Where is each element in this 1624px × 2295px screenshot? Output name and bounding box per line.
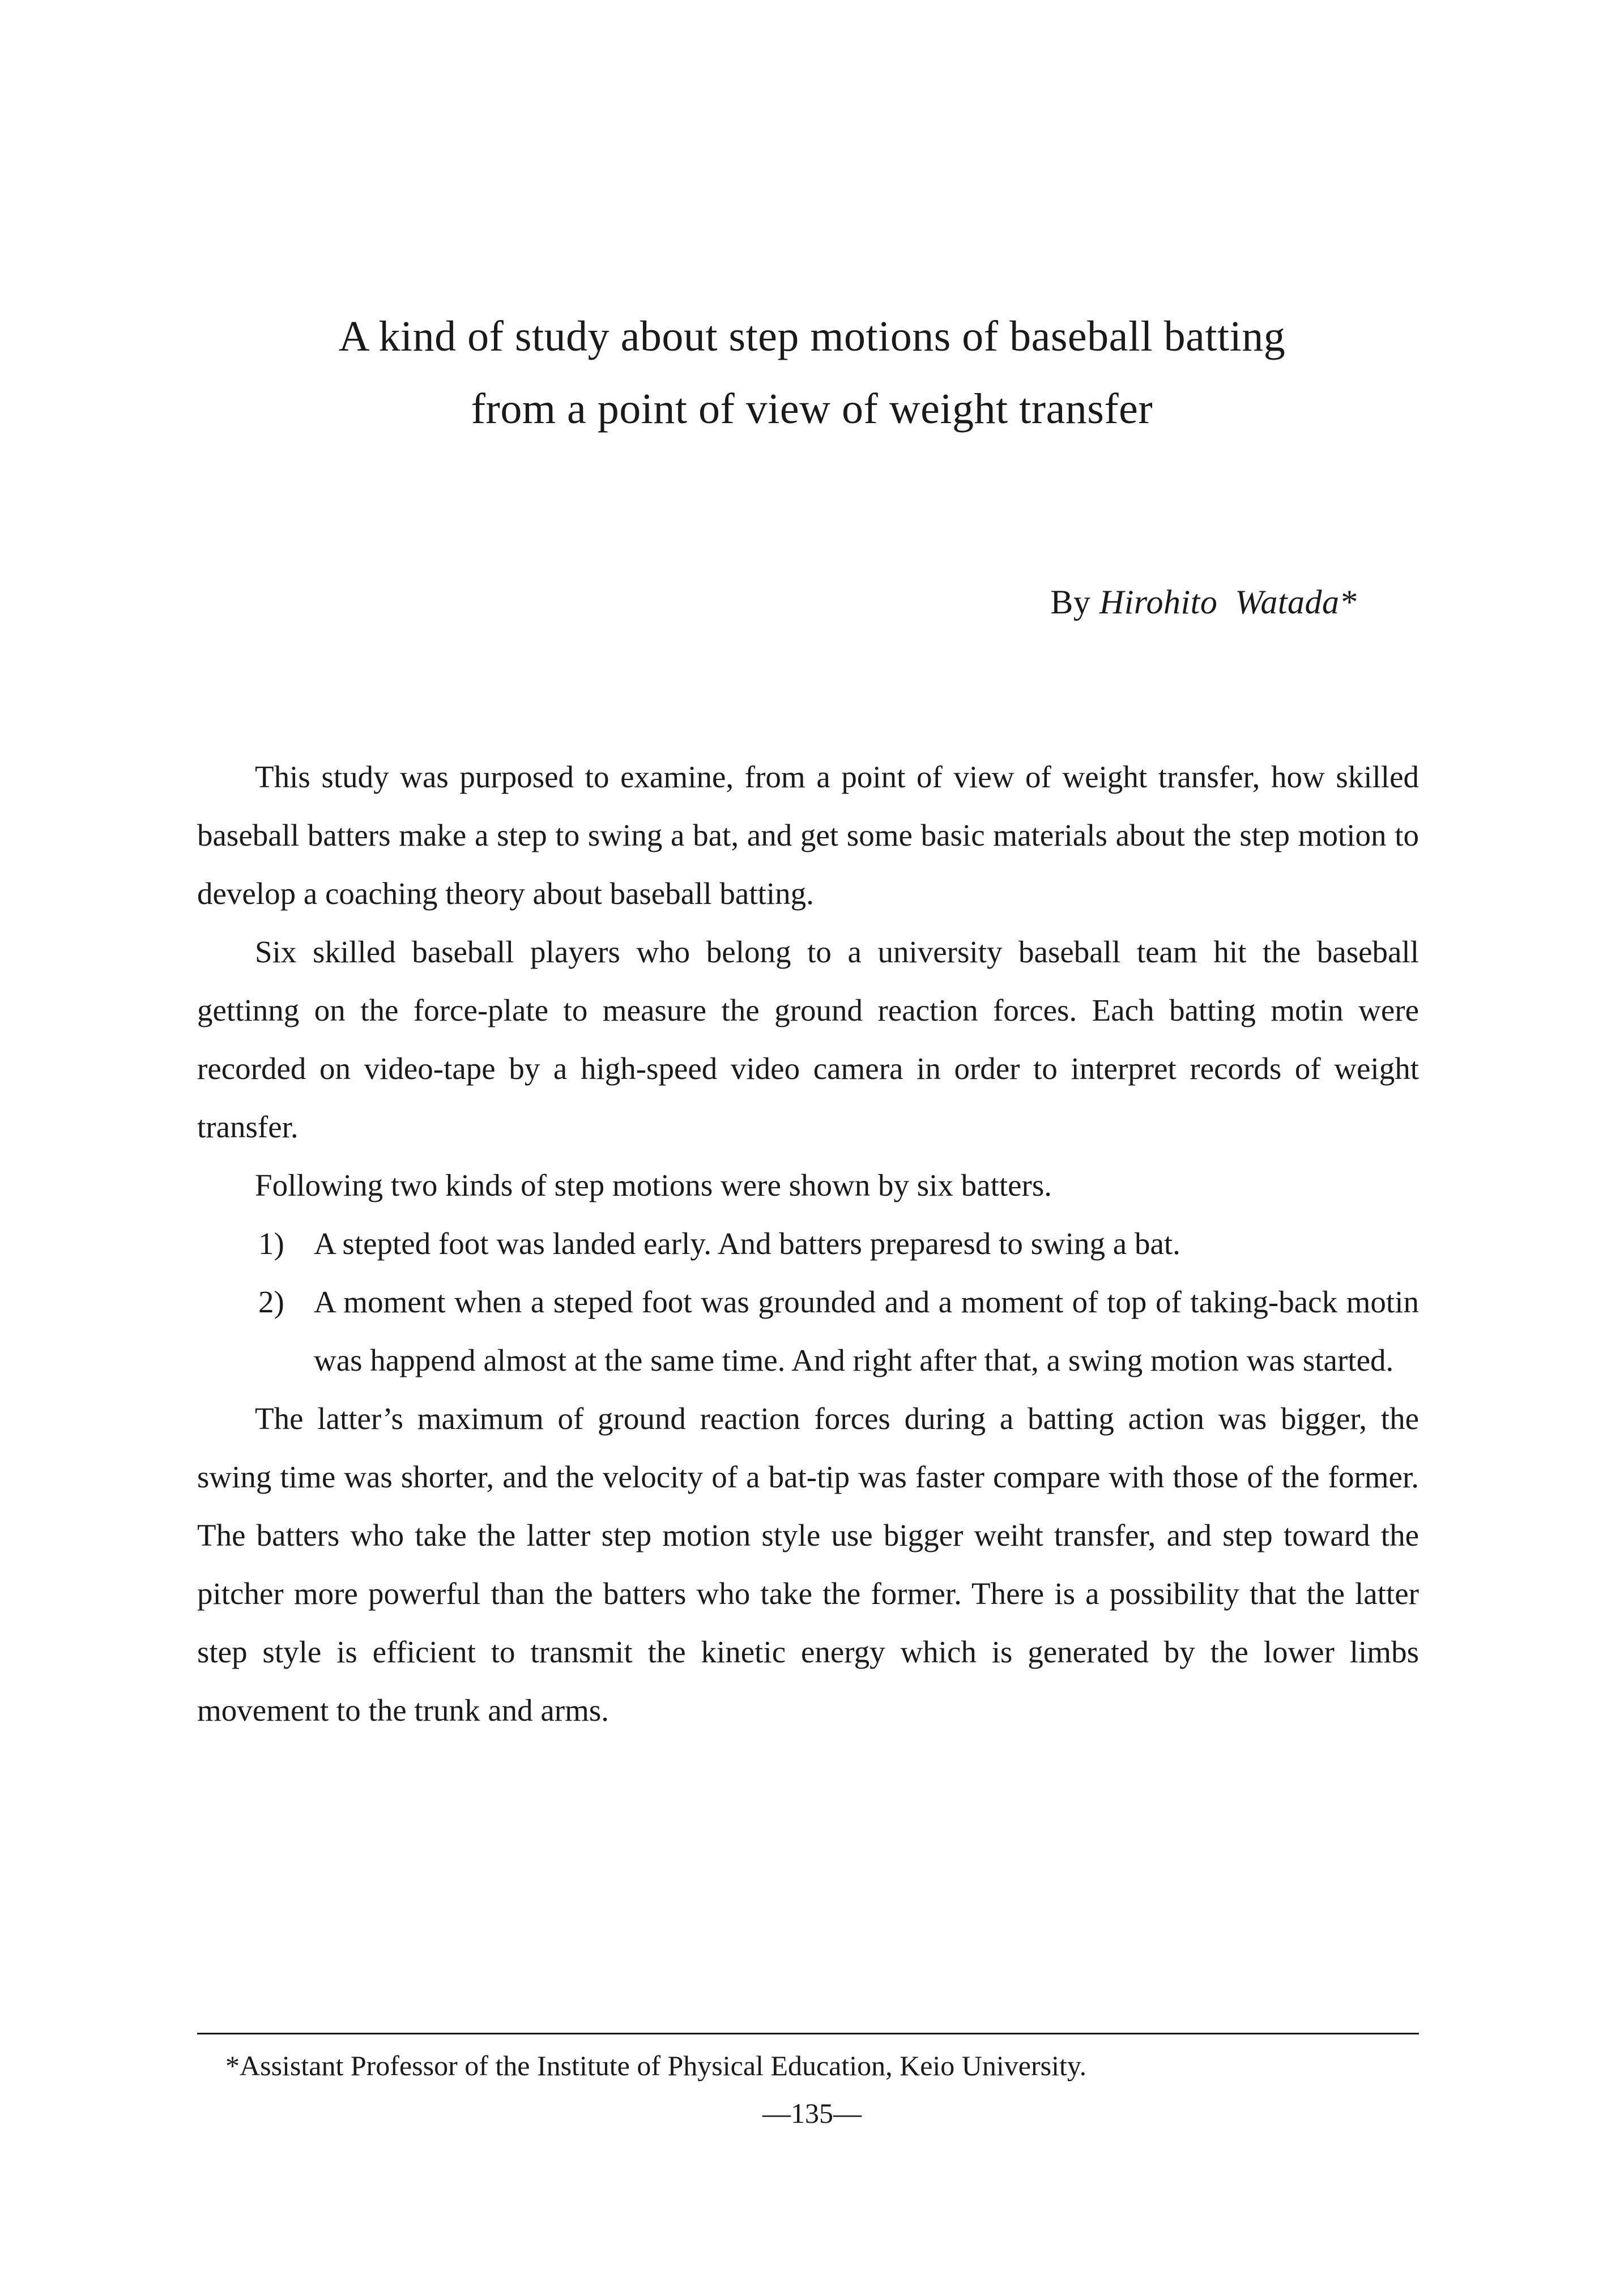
abstract-paragraph-1: This study was purposed to examine, from a point of view of weight transfer, how skilled baseball batters make a step to swing a bat, and get some basic materials about the step motion to develop a coaching theory about baseball batting.: [197, 760, 1419, 911]
list-item: [197, 1214, 1419, 1273]
abstract-body: [197, 748, 1419, 1739]
abstract-paragraph-2: Six skilled baseball players who belong to a university baseball team hit the baseball gettinng on the force-plate to measure the ground reaction forces. Each batting motin were recorded on video-tape by a high-speed video camera in order to interpret records of weight transfer.: [197, 935, 1419, 1144]
step-motion-list: [197, 1214, 1419, 1389]
author-byline: [1050, 577, 1357, 628]
abstract-paragraph-3: Following two kinds of step motions were shown by six batters.: [255, 1168, 1052, 1202]
list-item-text: A stepted foot was landed early. And batters preparesd to swing a bat.: [314, 1226, 1180, 1261]
list-item: [197, 1273, 1419, 1389]
footnote: *Assistant Professor of the Institute of Physical Education, Keio University.: [225, 2050, 1087, 2081]
footnote-divider: [197, 2033, 1419, 2034]
list-item-number: 2): [258, 1285, 284, 1319]
list-item-number: 1): [258, 1226, 284, 1261]
title-line-2: from a point of view of weight transfer: [471, 385, 1153, 433]
page-number: —135—: [762, 2097, 862, 2129]
byline-prefix: By: [1050, 583, 1091, 621]
author-name: Hirohito Watada*: [1099, 583, 1357, 621]
paper-title: [0, 300, 1624, 445]
list-item-text: A moment when a steped foot was grounded and a moment of top of taking-back motin was happend almost at the same time. And right after that, a swing motion was started.: [314, 1285, 1419, 1377]
abstract-paragraph-4: The latter’s maximum of ground reaction forces during a batting action was bigger, the swing time was shorter, and the velocity of a bat-tip was faster compare with those of the former. The batters who take the latter step motion style use bigger weiht transfer, and step toward the pitcher more powerful than the batters who take the former. There is a possibility that the latter step style is efficient to transmit the kinetic energy which is generated by the lower limbs movement to the trunk and arms.: [197, 1401, 1419, 1727]
title-line-1: A kind of study about step motions of baseball batting: [338, 313, 1286, 360]
